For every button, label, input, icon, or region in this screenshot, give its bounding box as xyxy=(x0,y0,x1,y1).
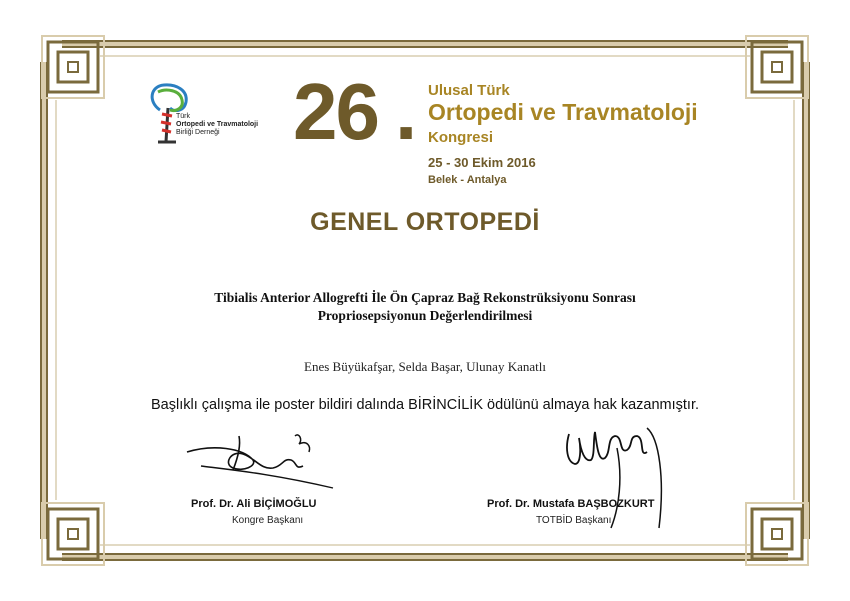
congress-location: Belek - Antalya xyxy=(428,174,507,186)
paper-title-line-2: Propriosepsiyonun Değerlendirilmesi xyxy=(317,308,533,323)
congress-dates: 25 - 30 Ekim 2016 xyxy=(428,155,536,170)
logo-line-2: Ortopedi ve Travmatoloji xyxy=(176,121,259,128)
logo-line-3: Birliği Derneği xyxy=(176,129,220,136)
congress-number: 26 xyxy=(293,67,378,156)
signer-2-role: TOTBİD Başkanı xyxy=(536,515,612,526)
logo-text xyxy=(176,113,258,137)
authors: Enes Büyükafşar, Selda Başar, Ulunay Kanatlı xyxy=(304,359,546,374)
signer-1-name: Prof. Dr. Ali BİÇİMOĞLU xyxy=(191,498,317,510)
paper-title-line-1: Tibialis Anterior Allogrefti İle Ön Çapraz Bağ Rekonstrüksiyonu Sonrası xyxy=(214,290,636,305)
award-category: GENEL ORTOPEDİ xyxy=(310,208,540,236)
logo-line-1: Türk xyxy=(176,113,190,120)
award-statement: Başlıklı çalışma ile poster bildiri dalında BİRİNCİLİK ödülünü almaya hak kazanmıştır. xyxy=(150,397,700,413)
congress-line-1: Ulusal Türk xyxy=(428,82,510,99)
signer-2-name: Prof. Dr. Mustafa BAŞBOZKURT xyxy=(487,498,655,510)
congress-number-dot: . xyxy=(395,67,418,156)
signature-1 xyxy=(183,430,338,495)
signer-1-role: Kongre Başkanı xyxy=(232,515,304,526)
congress-line-2: Ortopedi ve Travmatoloji xyxy=(428,99,698,125)
congress-line-3: Kongresi xyxy=(428,129,494,146)
